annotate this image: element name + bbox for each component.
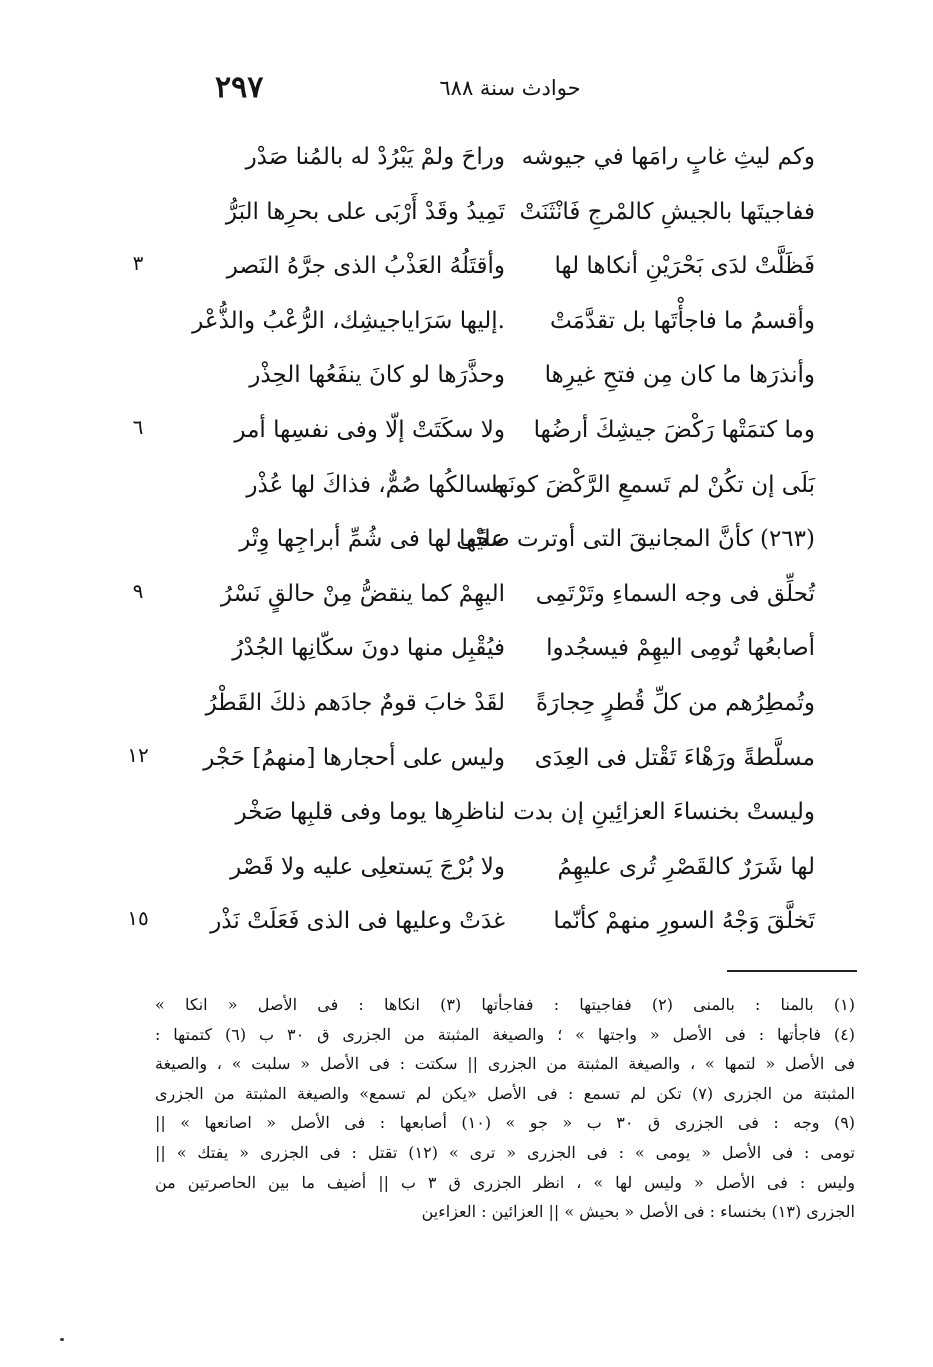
footnotes [155,990,855,1227]
line-number: ٩ [132,578,144,603]
verse-row [0,401,933,456]
verse-row [0,456,933,511]
verse-first-hemistich: وما كتمَتْها رَكْضَ جيشِكَ أرضُها [533,416,815,443]
verse-second-hemistich: لقَدْ خابَ قومٌ جادَهم ذلكَ القَطْرُ [205,689,505,716]
footnote-line: (٩) وجه : فى الجزرى ق ٣٠ ب « جو » (١٠) أصابعها : فى الأصل « اصانعها » || [155,1113,856,1133]
verse-first-hemistich: (٢٦٣) كأنَّ المجانيقَ التى أوترت ضحًى [456,526,815,553]
verse-first-hemistich: وتُمطِرُهم من كلِّ قُطرٍ حِجارَةً [535,689,815,716]
line-number: ١٥ [127,906,149,931]
verse-row [0,237,933,292]
verse-row [0,128,933,183]
verse-first-hemistich: لها شَرَرٌ كالقَصْرِ تُرى عليهِمُ [557,853,815,880]
verse-second-hemistich: فيُقْبِل منها دونَ سكّانِها الجُدْرُ [232,635,505,662]
verse-row [0,783,933,838]
verse-second-hemistich: مسالكُها صُمٌّ، فذاكَ لها عُذْر [246,471,505,498]
verse-row [0,346,933,401]
footnote-line: تومى : فى الأصل « يومى » : فى الجزرى « ترى » (١٢) تقتل : فى الجزرى « يفتك » || [155,1142,855,1162]
footnote-line: المثبتة من الجزرى (٧) تكن لم تسمع : فى الأصل «يكن لم تسمع» والصيغة المثبتة من الجزرى [155,1083,855,1103]
verse-first-hemistich: بَلَى إن تكُنْ لم تَسمعِ الرَّكْضَ كونَها [491,471,815,498]
verse-row [0,892,933,947]
line-number: ٦ [132,414,144,439]
verse-second-hemistich: وأقتَلُهُ العَذْبُ الذى جرَّهُ النَصر [226,253,505,280]
page-header [0,70,933,110]
verse-second-hemistich: لناظرِها يوما وفى قلبِها صَخْر [235,799,505,826]
footnote-line: (٤) فاجأتها : فى الأصل « واجتها » ؛ والصيغة المثبتة من الجزرى ق ٣٠ ب (٦) كتمتها : [155,1024,856,1044]
verse-second-hemistich: تَمِيدُ وقَدْ أَرْبَى على بحرِها البَرُّ [225,198,505,225]
verse-first-hemistich: أصابعُها تُومِى اليهِمْ فيسجُدوا [546,635,815,662]
verse-second-hemistich: غدَتْ وعليها فى الذى فَعَلَتْ نَذْر [210,908,505,935]
ink-speck [60,1338,64,1341]
verse-second-hemistich: وحذَّرَها لو كانَ ينفَعُها الحِذْر [249,362,505,389]
verse-second-hemistich: اليهِمْ كما ينقضُّ مِنْ حالقٍ نَسْرُ [220,580,505,607]
page-number: ٢٩٧ [215,70,264,105]
footnote-line: فى الأصل « لتمها » ، والصيغة المثبتة من الجزرى || سكتت : فى الأصل « سلبت » ، والصيغة [155,1054,855,1074]
verse-first-hemistich: تُحلِّق فى وجه السماءِ وتَرْتَمِى [535,580,815,607]
verse-first-hemistich: ففاجيتَها بالجيشِ كالمْرجِ فَانْثَنَتْ [519,198,815,225]
running-title: حوادث سنة ٦٨٨ [439,76,581,100]
poem [0,128,933,947]
footnote-separator [727,970,857,972]
footnote-line: (١) بالمنا : بالمنى (٢) ففاجيتها : ففاجأتها (٣) انكاها : فى الأصل « انكا » [155,995,855,1014]
verse-row [0,674,933,729]
verse-second-hemistich: وليس على أحجارها [منهمُ] حَجْر [203,744,505,771]
verse-second-hemistich: ولا بُرْجَ يَستعلِى عليه ولا قَصْر [230,853,505,880]
verse-row [0,565,933,620]
verse-row [0,619,933,674]
verse-row [0,510,933,565]
verse-second-hemistich: ولا سكَتَتْ إلّا وفى نفسِها أمر [234,416,505,443]
verse-row [0,292,933,347]
verse-row [0,838,933,893]
line-number: ١٢ [127,742,149,767]
verse-second-hemistich: .إليها سَرَاياجيشِك، الرُّعْبُ والذُّعْر [192,307,505,334]
verse-first-hemistich: وأقسمُ ما فاجأْتَها بل تقدَّمَتْ [550,307,815,334]
verse-first-hemistich: مسلَّطةً ورَهْاءَ تَقْتل فى العِدَى [534,744,815,771]
verse-row [0,729,933,784]
verse-second-hemistich: عليْها لها فى شُمِّ أبراجِها وِتْر [239,526,505,553]
line-number: ٣ [132,251,144,276]
verse-first-hemistich: وأنذرَها ما كان مِن فتحِ غيرِها [544,362,815,389]
verse-first-hemistich: تَخلَّقَ وَجْهُ السورِ منهمْ كأنّما [553,908,815,935]
footnote-line: الجزرى (١٣) بخنساء : فى الأصل « بحيش » || العزائين : العزاءين [421,1202,855,1222]
verse-second-hemistich: وراحَ ولمْ يَبْرُدْ له بالمُنا صَدْر [245,144,505,170]
verse-first-hemistich: وكم ليثِ غابٍ رامَها في جيوشه [521,144,815,170]
footnote-line: وليس : فى الأصل « وليس لها » ، انظر الجزرى ق ٣ ب || أضيف ما بين الحاصرتين من [155,1172,855,1192]
verse-row [0,183,933,238]
verse-first-hemistich: فَظَلَّتْ لدَى بَحْرَيْنِ أنكاها لها [554,253,815,280]
verse-first-hemistich: وليستْ بخنساءَ العزائِينِ إن بدت [513,799,815,826]
